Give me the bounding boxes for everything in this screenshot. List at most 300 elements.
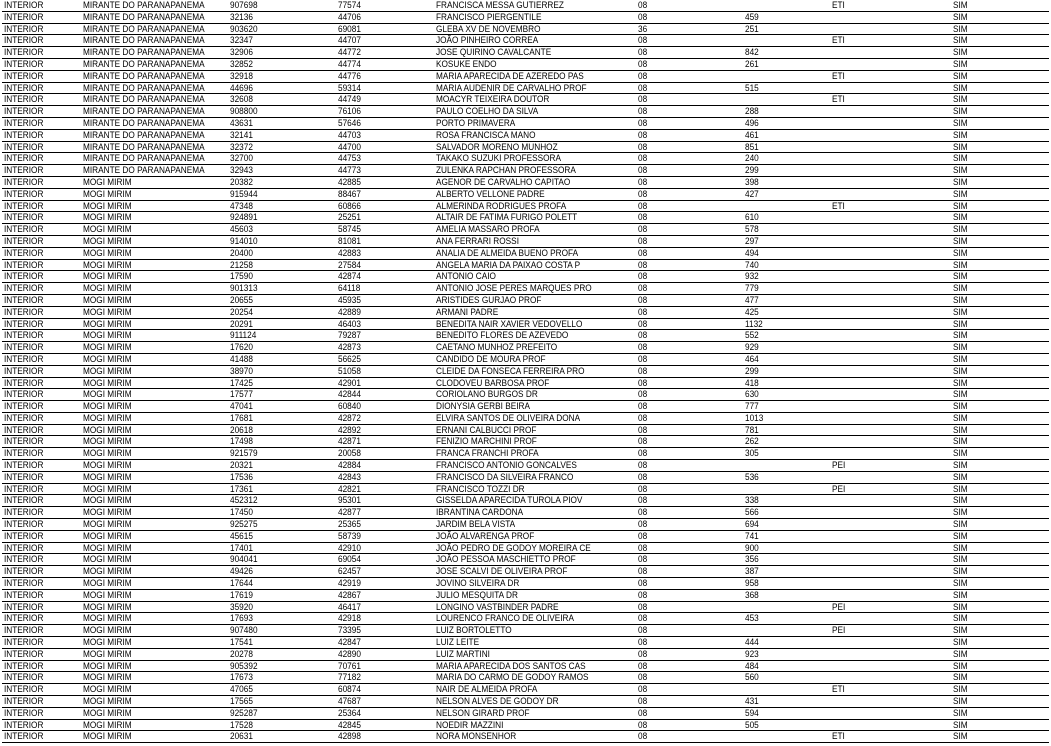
cell-cie-code: 62457 <box>338 566 361 578</box>
cell-region: INTERIOR <box>4 436 44 448</box>
cell-school-code: 921579 <box>230 448 258 460</box>
cell-grade: 08 <box>638 542 648 554</box>
cell-region: INTERIOR <box>4 707 44 719</box>
cell-region: INTERIOR <box>4 11 44 23</box>
cell-school-name: PORTO PRIMAVERA <box>436 117 516 129</box>
table-row <box>2 460 1049 472</box>
cell-cie-code: 70761 <box>338 660 361 672</box>
cell-number: 387 <box>745 566 759 578</box>
table-row <box>2 201 1049 213</box>
cell-cie-code: 51058 <box>338 365 361 377</box>
cell-grade: 08 <box>638 436 648 448</box>
cell-school-code: 907480 <box>230 625 258 637</box>
cell-flag: SIM <box>953 507 968 519</box>
cell-number: 356 <box>745 554 759 566</box>
table-row <box>2 307 1049 319</box>
cell-municipality: MOGI MIRIM <box>83 318 132 330</box>
table-row <box>2 507 1049 519</box>
cell-municipality: MOGI MIRIM <box>83 554 132 566</box>
cell-cie-code: 58745 <box>338 224 361 236</box>
cell-flag: SIM <box>953 306 968 318</box>
cell-school-name: PAULO COELHO DA SILVA <box>436 106 539 118</box>
cell-number: 461 <box>745 129 759 141</box>
cell-program: ETI <box>832 35 845 47</box>
cell-grade: 08 <box>638 519 648 531</box>
cell-flag: SIM <box>953 106 968 118</box>
table-row <box>2 578 1049 590</box>
cell-school-name: FRANCA FRANCHI PROFA <box>436 448 539 460</box>
cell-flag: SIM <box>953 696 968 708</box>
cell-municipality: MOGI MIRIM <box>83 719 132 731</box>
cell-flag: SIM <box>953 719 968 731</box>
cell-region: INTERIOR <box>4 23 44 35</box>
cell-flag: SIM <box>953 601 968 613</box>
cell-cie-code: 64118 <box>338 283 361 295</box>
cell-grade: 08 <box>638 483 648 495</box>
cell-region: INTERIOR <box>4 200 44 212</box>
cell-grade: 08 <box>638 731 648 743</box>
cell-school-name: MARIA APARECIDA DE AZEREDO PAS <box>436 70 584 82</box>
cell-school-name: ANA FERRARI ROSSI <box>436 235 519 247</box>
cell-cie-code: 56625 <box>338 353 361 365</box>
cell-grade: 08 <box>638 696 648 708</box>
cell-number: 923 <box>745 648 759 660</box>
cell-region: INTERIOR <box>4 353 44 365</box>
cell-region: INTERIOR <box>4 448 44 460</box>
cell-municipality: MOGI MIRIM <box>83 613 132 625</box>
table-row <box>2 118 1049 130</box>
table-row <box>2 212 1049 224</box>
cell-cie-code: 42919 <box>338 578 361 590</box>
cell-region: INTERIOR <box>4 35 44 47</box>
table-row <box>2 236 1049 248</box>
cell-school-name: AGENOR DE CARVALHO CAPITAO <box>436 176 571 188</box>
cell-school-name: ALTAIR DE FATIMA FURIGO POLETT <box>436 212 578 224</box>
cell-municipality: MOGI MIRIM <box>83 330 132 342</box>
cell-region: INTERIOR <box>4 589 44 601</box>
cell-municipality: MIRANTE DO PARANAPANEMA <box>83 153 205 165</box>
cell-flag: SIM <box>953 436 968 448</box>
table-row <box>2 696 1049 708</box>
cell-flag: SIM <box>953 235 968 247</box>
cell-region: INTERIOR <box>4 672 44 684</box>
table-row <box>2 177 1049 189</box>
cell-program: ETI <box>832 94 845 106</box>
cell-grade: 08 <box>638 377 648 389</box>
cell-school-name: MARIA APARECIDA DOS SANTOS CAS <box>436 660 586 672</box>
cell-grade: 08 <box>638 578 648 590</box>
cell-number: 578 <box>745 224 759 236</box>
cell-municipality: MIRANTE DO PARANAPANEMA <box>83 165 205 177</box>
cell-school-name: ERNANI CALBUCCI PROF <box>436 424 537 436</box>
cell-region: INTERIOR <box>4 660 44 672</box>
cell-program: ETI <box>832 684 845 696</box>
cell-municipality: MOGI MIRIM <box>83 460 132 472</box>
cell-grade: 08 <box>638 566 648 578</box>
cell-school-code: 17681 <box>230 412 253 424</box>
cell-flag: SIM <box>953 283 968 295</box>
cell-municipality: MOGI MIRIM <box>83 731 132 743</box>
cell-number: 900 <box>745 542 759 554</box>
cell-region: INTERIOR <box>4 165 44 177</box>
cell-school-code: 35920 <box>230 601 253 613</box>
cell-region: INTERIOR <box>4 719 44 731</box>
cell-municipality: MOGI MIRIM <box>83 247 132 259</box>
cell-cie-code: 27584 <box>338 259 361 271</box>
cell-grade: 08 <box>638 601 648 613</box>
cell-school-code: 47348 <box>230 200 253 212</box>
cell-number: 932 <box>745 271 759 283</box>
cell-cie-code: 45935 <box>338 294 361 306</box>
cell-grade: 08 <box>638 11 648 23</box>
cell-region: INTERIOR <box>4 70 44 82</box>
cell-cie-code: 44773 <box>338 165 361 177</box>
cell-municipality: MIRANTE DO PARANAPANEMA <box>83 94 205 106</box>
cell-number: 694 <box>745 519 759 531</box>
cell-region: INTERIOR <box>4 731 44 743</box>
cell-grade: 08 <box>638 637 648 649</box>
cell-grade: 36 <box>638 23 648 35</box>
cell-school-name: LOURENCO FRANCO DE OLIVEIRA <box>436 613 575 625</box>
cell-number: 427 <box>745 188 759 200</box>
cell-flag: SIM <box>953 389 968 401</box>
cell-flag: SIM <box>953 554 968 566</box>
cell-school-name: JOSE QUIRINO CAVALCANTE <box>436 47 552 59</box>
cell-region: INTERIOR <box>4 330 44 342</box>
cell-municipality: MOGI MIRIM <box>83 507 132 519</box>
table-row <box>2 189 1049 201</box>
table-row <box>2 366 1049 378</box>
table-row <box>2 566 1049 578</box>
cell-school-name: JOÃO PINHEIRO CORREA <box>436 35 539 47</box>
cell-municipality: MIRANTE DO PARANAPANEMA <box>83 82 205 94</box>
cell-school-code: 32943 <box>230 165 253 177</box>
table-row <box>2 35 1049 47</box>
cell-school-name: CLODOVEU BARBOSA PROF <box>436 377 550 389</box>
cell-municipality: MIRANTE DO PARANAPANEMA <box>83 58 205 70</box>
cell-number: 777 <box>745 401 759 413</box>
cell-flag: SIM <box>953 271 968 283</box>
cell-school-name: ZULENKA RAPCHAN PROFESSORA <box>436 165 576 177</box>
cell-grade: 08 <box>638 342 648 354</box>
cell-grade: 08 <box>638 176 648 188</box>
cell-municipality: MOGI MIRIM <box>83 401 132 413</box>
cell-municipality: MOGI MIRIM <box>83 259 132 271</box>
cell-grade: 08 <box>638 365 648 377</box>
table-row <box>2 531 1049 543</box>
cell-region: INTERIOR <box>4 412 44 424</box>
cell-number: 929 <box>745 342 759 354</box>
cell-school-name: LUIZ LEITE <box>436 637 480 649</box>
cell-region: INTERIOR <box>4 188 44 200</box>
cell-flag: SIM <box>953 35 968 47</box>
cell-flag: SIM <box>953 318 968 330</box>
cell-school-name: CAETANO MUNHOZ PREFEITO <box>436 342 558 354</box>
cell-number: 1132 <box>745 318 763 330</box>
cell-region: INTERIOR <box>4 106 44 118</box>
cell-school-name: SALVADOR MORENO MUNHOZ <box>436 141 558 153</box>
cell-cie-code: 42883 <box>338 247 361 259</box>
cell-school-code: 903620 <box>230 23 258 35</box>
table-row <box>2 495 1049 507</box>
cell-flag: SIM <box>953 684 968 696</box>
cell-school-code: 914010 <box>230 235 258 247</box>
cell-region: INTERIOR <box>4 271 44 283</box>
cell-flag: SIM <box>953 11 968 23</box>
cell-flag: SIM <box>953 141 968 153</box>
cell-cie-code: 42890 <box>338 648 361 660</box>
cell-flag: SIM <box>953 117 968 129</box>
cell-school-code: 17541 <box>230 637 253 649</box>
cell-flag: SIM <box>953 495 968 507</box>
cell-region: INTERIOR <box>4 47 44 59</box>
cell-flag: SIM <box>953 637 968 649</box>
cell-school-name: FRANCISCO ANTONIO GONCALVES <box>436 460 577 472</box>
table-row <box>2 153 1049 165</box>
cell-cie-code: 69081 <box>338 23 361 35</box>
cell-cie-code: 46403 <box>338 318 361 330</box>
cell-flag: SIM <box>953 200 968 212</box>
cell-number: 477 <box>745 294 759 306</box>
cell-number: 299 <box>745 165 759 177</box>
cell-school-code: 925275 <box>230 519 258 531</box>
cell-municipality: MOGI MIRIM <box>83 707 132 719</box>
cell-flag: SIM <box>953 530 968 542</box>
cell-flag: SIM <box>953 707 968 719</box>
cell-school-code: 32852 <box>230 58 253 70</box>
cell-school-name: CORIOLANO BURGOS DR <box>436 389 538 401</box>
cell-flag: SIM <box>953 82 968 94</box>
cell-grade: 08 <box>638 224 648 236</box>
cell-number: 338 <box>745 495 759 507</box>
cell-number: 505 <box>745 719 759 731</box>
cell-school-name: GLEBA XV DE NOVEMBRO <box>436 23 541 35</box>
cell-cie-code: 44706 <box>338 11 361 23</box>
cell-cie-code: 69054 <box>338 554 361 566</box>
cell-region: INTERIOR <box>4 471 44 483</box>
table-row <box>2 295 1049 307</box>
cell-grade: 08 <box>638 507 648 519</box>
cell-school-code: 17644 <box>230 578 253 590</box>
cell-school-name: NELSON ALVES DE GODOY DR <box>436 696 559 708</box>
cell-school-code: 21258 <box>230 259 253 271</box>
cell-grade: 08 <box>638 554 648 566</box>
cell-school-code: 20631 <box>230 731 253 743</box>
cell-school-code: 38970 <box>230 365 253 377</box>
cell-flag: SIM <box>953 94 968 106</box>
cell-cie-code: 88467 <box>338 188 361 200</box>
cell-school-name: CANDIDO DE MOURA PROF <box>436 353 546 365</box>
cell-grade: 08 <box>638 271 648 283</box>
cell-school-name: MOACYR TEIXEIRA DOUTOR <box>436 94 550 106</box>
table-row <box>2 59 1049 71</box>
cell-cie-code: 60874 <box>338 684 361 696</box>
cell-flag: SIM <box>953 330 968 342</box>
cell-municipality: MOGI MIRIM <box>83 365 132 377</box>
cell-school-code: 47041 <box>230 401 253 413</box>
cell-cie-code: 42910 <box>338 542 361 554</box>
table-row <box>2 602 1049 614</box>
cell-region: INTERIOR <box>4 342 44 354</box>
cell-school-name: LONGINO VASTBINDER PADRE <box>436 601 559 613</box>
cell-region: INTERIOR <box>4 153 44 165</box>
cell-region: INTERIOR <box>4 306 44 318</box>
cell-cie-code: 44700 <box>338 141 361 153</box>
cell-region: INTERIOR <box>4 507 44 519</box>
cell-grade: 08 <box>638 471 648 483</box>
cell-school-name: ANTONIO JOSE PERES MARQUES PRO <box>436 283 592 295</box>
cell-flag: SIM <box>953 672 968 684</box>
cell-region: INTERIOR <box>4 365 44 377</box>
cell-program: ETI <box>832 70 845 82</box>
cell-grade: 08 <box>638 448 648 460</box>
table-row <box>2 413 1049 425</box>
cell-flag: SIM <box>953 648 968 660</box>
cell-municipality: MOGI MIRIM <box>83 235 132 247</box>
cell-school-name: FRANCISCO DA SILVEIRA FRANCO <box>436 471 574 483</box>
cell-school-name: FRANCISCO PIERGENTILE <box>436 11 542 23</box>
cell-school-code: 17693 <box>230 613 253 625</box>
cell-number: 251 <box>745 23 759 35</box>
cell-school-code: 20618 <box>230 424 253 436</box>
table-row <box>2 342 1049 354</box>
cell-grade: 08 <box>638 212 648 224</box>
cell-cie-code: 44772 <box>338 47 361 59</box>
cell-school-name: ARMANI PADRE <box>436 306 499 318</box>
cell-grade: 08 <box>638 70 648 82</box>
cell-flag: SIM <box>953 589 968 601</box>
cell-cie-code: 25365 <box>338 519 361 531</box>
cell-school-name: ALBERTO VELLONE PADRE <box>436 188 545 200</box>
cell-grade: 08 <box>638 460 648 472</box>
cell-grade: 08 <box>638 294 648 306</box>
cell-school-name: ELVIRA SANTOS DE OLIVEIRA DONA <box>436 412 581 424</box>
cell-school-name: JULIO MESQUITA DR <box>436 589 518 601</box>
cell-school-code: 907698 <box>230 0 258 11</box>
cell-grade: 08 <box>638 0 648 11</box>
cell-grade: 08 <box>638 660 648 672</box>
cell-number: 262 <box>745 436 759 448</box>
cell-flag: SIM <box>953 660 968 672</box>
cell-school-name: NORA MONSENHOR <box>436 731 517 743</box>
cell-flag: SIM <box>953 176 968 188</box>
cell-cie-code: 42821 <box>338 483 361 495</box>
cell-school-code: 924891 <box>230 212 258 224</box>
cell-municipality: MOGI MIRIM <box>83 283 132 295</box>
cell-school-code: 20382 <box>230 176 253 188</box>
table-row <box>2 661 1049 673</box>
table-row <box>2 260 1049 272</box>
cell-grade: 08 <box>638 306 648 318</box>
cell-school-code: 452312 <box>230 495 258 507</box>
cell-region: INTERIOR <box>4 224 44 236</box>
cell-flag: SIM <box>953 625 968 637</box>
cell-region: INTERIOR <box>4 554 44 566</box>
cell-region: INTERIOR <box>4 94 44 106</box>
cell-school-code: 17590 <box>230 271 253 283</box>
cell-region: INTERIOR <box>4 377 44 389</box>
cell-number: 496 <box>745 117 759 129</box>
cell-municipality: MIRANTE DO PARANAPANEMA <box>83 141 205 153</box>
cell-municipality: MOGI MIRIM <box>83 436 132 448</box>
cell-school-code: 17361 <box>230 483 253 495</box>
cell-school-name: TAKAKO SUZUKI PROFESSORA <box>436 153 562 165</box>
cell-flag: SIM <box>953 23 968 35</box>
cell-number: 594 <box>745 707 759 719</box>
cell-grade: 08 <box>638 141 648 153</box>
cell-flag: SIM <box>953 377 968 389</box>
cell-cie-code: 44703 <box>338 129 361 141</box>
cell-school-code: 32141 <box>230 129 253 141</box>
cell-municipality: MOGI MIRIM <box>83 424 132 436</box>
cell-cie-code: 44774 <box>338 58 361 70</box>
cell-cie-code: 25364 <box>338 707 361 719</box>
cell-municipality: MOGI MIRIM <box>83 637 132 649</box>
cell-school-code: 17619 <box>230 589 253 601</box>
cell-school-name: JOÃO PESSOA MASCHIETTO PROF <box>436 554 576 566</box>
cell-number: 464 <box>745 353 759 365</box>
cell-flag: SIM <box>953 365 968 377</box>
cell-cie-code: 77182 <box>338 672 361 684</box>
table-row <box>2 24 1049 36</box>
table-row <box>2 637 1049 649</box>
cell-region: INTERIOR <box>4 235 44 247</box>
cell-school-code: 925287 <box>230 707 258 719</box>
cell-school-code: 17401 <box>230 542 253 554</box>
cell-grade: 08 <box>638 495 648 507</box>
cell-school-name: IBRANTINA CARDONA <box>436 507 524 519</box>
cell-region: INTERIOR <box>4 519 44 531</box>
cell-school-code: 915944 <box>230 188 258 200</box>
table-row <box>2 248 1049 260</box>
table-row <box>2 590 1049 602</box>
table-row <box>2 165 1049 177</box>
cell-municipality: MOGI MIRIM <box>83 471 132 483</box>
table-row <box>2 283 1049 295</box>
cell-number: 368 <box>745 589 759 601</box>
cell-municipality: MOGI MIRIM <box>83 306 132 318</box>
cell-school-name: JOSE SCALVI DE OLIVEIRA PROF <box>436 566 568 578</box>
cell-grade: 08 <box>638 648 648 660</box>
cell-grade: 08 <box>638 259 648 271</box>
cell-school-code: 908800 <box>230 106 258 118</box>
cell-school-code: 20655 <box>230 294 253 306</box>
cell-school-name: FRANCISCO TOZZI DR <box>436 483 525 495</box>
cell-number: 494 <box>745 247 759 259</box>
cell-number: 740 <box>745 259 759 271</box>
table-row <box>2 94 1049 106</box>
cell-grade: 08 <box>638 58 648 70</box>
cell-number: 741 <box>745 530 759 542</box>
cell-program: PEI <box>832 483 846 495</box>
table-row <box>2 401 1049 413</box>
cell-region: INTERIOR <box>4 625 44 637</box>
cell-region: INTERIOR <box>4 460 44 472</box>
cell-grade: 08 <box>638 117 648 129</box>
cell-flag: SIM <box>953 70 968 82</box>
cell-program: ETI <box>832 200 845 212</box>
cell-municipality: MOGI MIRIM <box>83 200 132 212</box>
cell-municipality: MIRANTE DO PARANAPANEMA <box>83 129 205 141</box>
cell-cie-code: 44749 <box>338 94 361 106</box>
table-row <box>2 378 1049 390</box>
cell-municipality: MIRANTE DO PARANAPANEMA <box>83 0 205 11</box>
cell-school-code: 41488 <box>230 353 253 365</box>
cell-flag: SIM <box>953 58 968 70</box>
cell-cie-code: 77574 <box>338 0 361 11</box>
cell-cie-code: 42843 <box>338 471 361 483</box>
cell-municipality: MOGI MIRIM <box>83 271 132 283</box>
